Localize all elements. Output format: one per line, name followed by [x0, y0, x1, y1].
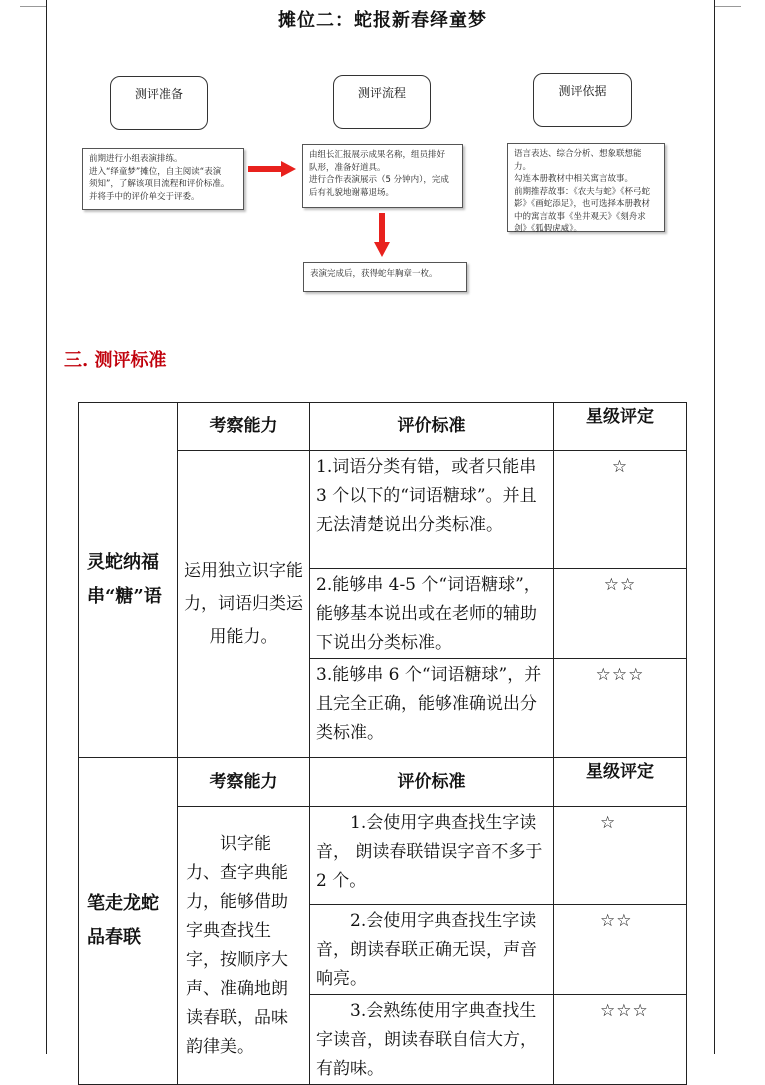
flow-box-process-line: 由组长汇报展示成果名称，组员排好 — [309, 150, 446, 160]
star-rating: ☆ — [554, 451, 687, 569]
arrow-down-icon — [374, 213, 390, 257]
star-rating: ☆☆ — [554, 569, 687, 659]
flow-head-basis: 测评依据 — [533, 73, 632, 127]
header-criteria: 评价标准 — [310, 403, 554, 451]
criteria-cell: 3.会熟练使用字典查找生字读音，朗读春联自信大方，有韵味。 — [310, 995, 554, 1085]
group-name: 灵蛇纳福串“糖”语 — [79, 403, 178, 758]
criteria-cell: 1.词语分类有错，或者只能串 3 个以下的“词语糖球”。并且无法清楚说出分类标准。 — [310, 451, 554, 569]
flow-box-basis-line: 中的寓言故事《坐井观天》《刻舟求 — [514, 211, 646, 222]
flow-box-process — [302, 144, 463, 208]
criteria-cell: 1.会使用字典查找生字读音， 朗读春联错误字音不多于 2 个。 — [310, 807, 554, 905]
ability-cell: 运用独立识字能力，词语归类运用能力。 — [178, 451, 310, 758]
header-criteria: 评价标准 — [310, 758, 554, 807]
header-stars: 星级评定 — [554, 758, 687, 807]
group-name: 笔走龙蛇品春联 — [79, 758, 178, 1085]
table-header-row — [79, 403, 687, 451]
criteria-cell: 3.能够串 6 个“词语糖球”，并且完全正确，能够准确说出分类标准。 — [310, 659, 554, 758]
page-border-right — [714, 0, 715, 1054]
criteria-cell: 2.会使用字典查找生字读音，朗读春联正确无误，声音响亮。 — [310, 905, 554, 995]
table-header-row — [79, 758, 687, 807]
arrow-right-icon — [248, 161, 296, 177]
flow-box-process-line: 队形，准备好道具。 — [309, 162, 386, 173]
criteria-cell: 2.能够串 4-5 个“词语糖球”，能够基本说出或在老师的辅助下说出分类标准。 — [310, 569, 554, 659]
flow-box-basis — [507, 143, 665, 232]
star-rating: ☆ — [554, 807, 687, 905]
ability-cell: 识字能力、查字典能力，能够借助字典查找生字，按顺序大声、准确地朗读春联，品味韵律美。 — [178, 807, 310, 1085]
flow-box-basis-line: 前期推荐故事：《农夫与蛇》《杯弓蛇 — [514, 186, 651, 197]
header-ability: 考察能力 — [178, 403, 310, 451]
flow-head-process: 测评流程 — [333, 75, 431, 129]
flow-box-basis-line: 勾连本册教材中相关寓言故事。 — [514, 174, 634, 184]
evaluation-table — [78, 402, 687, 1085]
flow-box-process-line: 后有礼貌地谢幕退场。 — [309, 187, 395, 198]
header-stars: 星级评定 — [554, 403, 687, 451]
flow-box-basis-line: 影》《画蛇添足》，也可选择本册教材 — [514, 199, 651, 209]
star-rating: ☆☆☆ — [554, 995, 687, 1085]
star-rating: ☆☆ — [554, 905, 687, 995]
header-ability: 考察能力 — [178, 758, 310, 807]
flow-box-basis-line: 语言表达、综合分析、想象联想能力。 — [514, 149, 642, 172]
flow-box-result: 表演完成后，获得蛇年胸章一枚。 — [303, 262, 467, 292]
section-title: 三. 测评标准 — [64, 350, 167, 371]
page-border-left — [46, 0, 47, 1054]
flow-box-prep — [82, 148, 244, 210]
flow-box-prep-line: 并将手中的评价单交于评委。 — [89, 191, 200, 202]
flow-box-basis-line: 剑》《狐假虎威》。 — [514, 224, 583, 234]
flow-box-prep-line: 进入“绎童梦”摊位，自主阅读“表演 — [89, 166, 222, 177]
flow-box-process-line: 进行合作表演展示（5 分钟内），完成 — [309, 175, 449, 185]
flow-box-prep-line: 须知”，了解该项目流程和评价标准。 — [89, 179, 230, 189]
page-title: 摊位二：蛇报新春绎童梦 — [278, 10, 487, 31]
flow-box-prep-line: 前期进行小组表演排练。 — [89, 154, 183, 164]
flow-head-prep: 测评准备 — [110, 76, 208, 130]
star-rating: ☆☆☆ — [554, 659, 687, 758]
